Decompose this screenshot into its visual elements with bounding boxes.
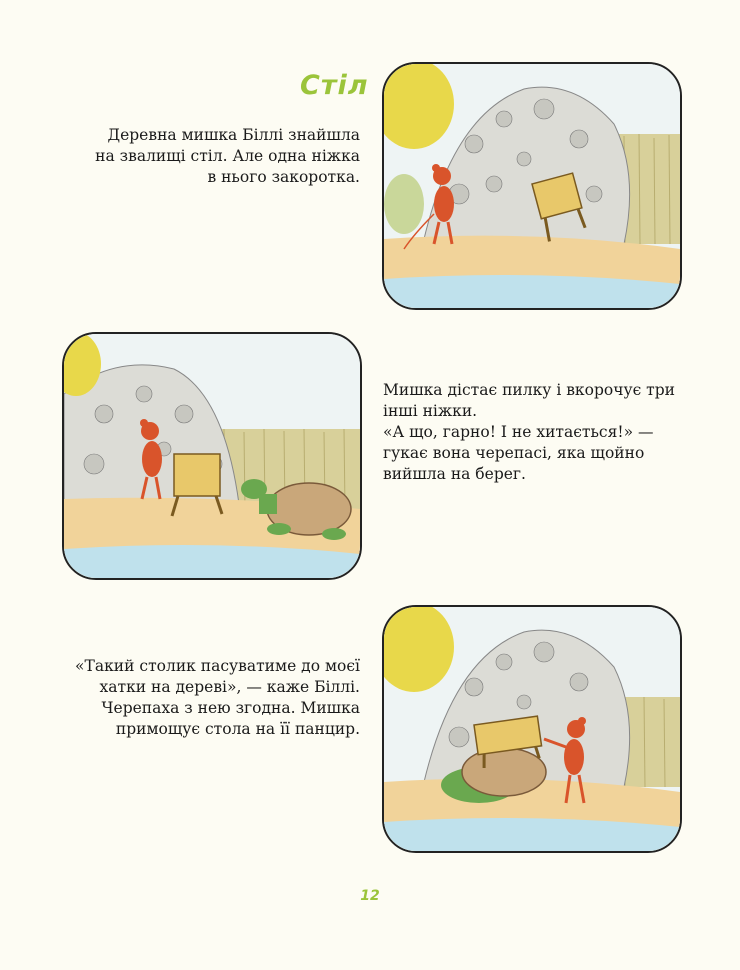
illustration-mouse-finds-table — [382, 62, 682, 310]
paragraph-line: хатки на дереві», — каже Біллі. — [99, 678, 360, 696]
paragraph-3 — [60, 656, 360, 740]
paragraph-1 — [80, 125, 360, 188]
illustration-3-drawing — [384, 607, 680, 851]
paragraph-line: «Такий столик пасуватиме до моєї — [75, 657, 360, 675]
page-number: 12 — [360, 888, 380, 904]
paragraph-line: Деревна мишка Біллі знайшла — [107, 126, 360, 144]
paragraph-line: гукає вона черепасі, яка щойно — [383, 444, 645, 462]
illustration-mouse-saws-legs — [62, 332, 362, 580]
paragraph-line: Мишка дістає пилку і вкорочує три — [383, 381, 676, 399]
page-title: Стіл — [300, 70, 369, 101]
paragraph-line: Черепаха з нею згодна. Мишка — [101, 699, 360, 717]
illustration-table-on-turtle — [382, 605, 682, 853]
paragraph-line: в нього закоротка. — [207, 168, 360, 186]
paragraph-line: інші ніжки. — [383, 402, 478, 420]
paragraph-line: примощує стола на її панцир. — [115, 720, 360, 738]
paragraph-2 — [383, 380, 693, 485]
illustration-1-drawing — [384, 64, 680, 308]
paragraph-line: вийшла на берег. — [383, 465, 526, 483]
paragraph-line: на звалищі стіл. Але одна ніжка — [95, 147, 360, 165]
paragraph-line: «А що, гарно! І не хитається!» — — [383, 423, 654, 441]
illustration-2-drawing — [64, 334, 360, 578]
